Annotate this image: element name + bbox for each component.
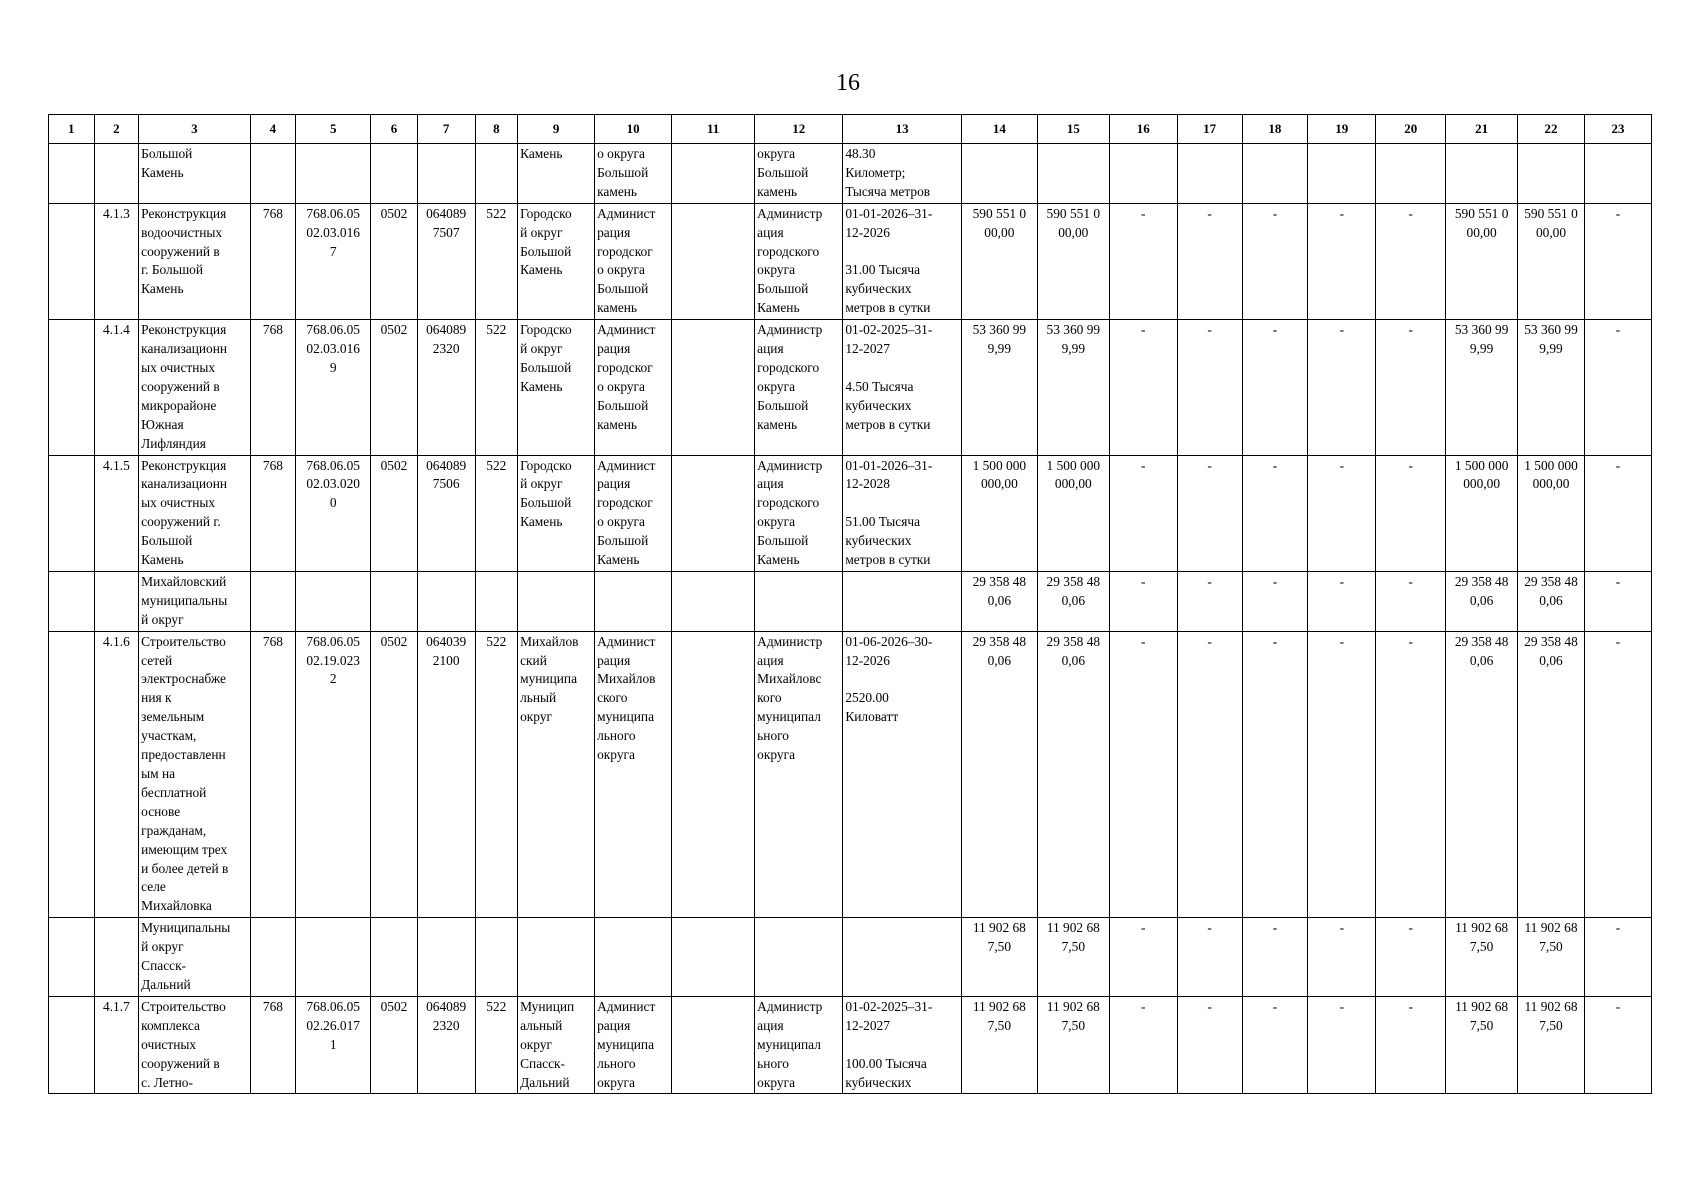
table-cell: 590 551 0 00,00 (1518, 203, 1585, 319)
table-cell: 0502 (371, 455, 418, 571)
table-cell: - (1177, 996, 1242, 1094)
table-cell: - (1242, 455, 1308, 571)
table-cell: - (1376, 631, 1446, 918)
table-cell: - (1242, 203, 1308, 319)
table-cell: Строительство сетей электроснабже ния к земельным участкам, предоставленн ым на бесплатной основе гражданам, имеющим трех и более детей в селе Михайловка (139, 631, 250, 918)
table-cell (49, 996, 95, 1094)
table-cell: 522 (475, 996, 518, 1094)
table-cell (371, 144, 418, 204)
table-cell: 768 (250, 455, 296, 571)
table-cell (296, 918, 371, 997)
column-header: 11 (672, 115, 755, 144)
table-cell: Администр ация городского округа Большой Камень (755, 203, 843, 319)
table-cell (672, 918, 755, 997)
table-cell: Администр ация муниципал ьного округа (755, 996, 843, 1094)
table-cell: округа Большой камень (755, 144, 843, 204)
table-cell (672, 631, 755, 918)
table-cell: 064089 2320 (417, 320, 475, 455)
table-cell (296, 144, 371, 204)
table-cell: Муницип альный округ Спасск- Дальний (518, 996, 595, 1094)
table-cell: - (1177, 455, 1242, 571)
column-header: 10 (595, 115, 672, 144)
table-cell: 768.06.05 02.03.020 0 (296, 455, 371, 571)
table-cell (672, 320, 755, 455)
table-cell: - (1109, 455, 1177, 571)
table-cell: 768 (250, 320, 296, 455)
table-cell (417, 918, 475, 997)
table-cell: 11 902 68 7,50 (961, 918, 1037, 997)
table-cell (595, 571, 672, 631)
table-cell: 53 360 99 9,99 (1446, 320, 1518, 455)
table-cell: 53 360 99 9,99 (961, 320, 1037, 455)
table-cell: 590 551 0 00,00 (961, 203, 1037, 319)
column-header: 21 (1446, 115, 1518, 144)
table-cell: Реконструкция канализационн ых очистных сооружений г. Большой Камень (139, 455, 250, 571)
column-header: 7 (417, 115, 475, 144)
table-cell: Городско й округ Большой Камень (518, 320, 595, 455)
table-cell: 522 (475, 631, 518, 918)
column-header: 4 (250, 115, 296, 144)
column-header: 14 (961, 115, 1037, 144)
table-cell: - (1376, 996, 1446, 1094)
table-row (49, 571, 1652, 631)
column-header: 1 (49, 115, 95, 144)
table-cell: Администр ация Михайловс кого муниципал ьного округа (755, 631, 843, 918)
table-cell: - (1376, 918, 1446, 997)
table-cell: 4.1.4 (94, 320, 139, 455)
table-cell: Михайлов ский муниципа льный округ (518, 631, 595, 918)
column-header: 22 (1518, 115, 1585, 144)
table-cell: - (1109, 203, 1177, 319)
column-header: 5 (296, 115, 371, 144)
table-cell: - (1376, 455, 1446, 571)
table-cell: 01-02-2025–31- 12-2027 100.00 Тысяча кубических (843, 996, 962, 1094)
table-cell (1177, 144, 1242, 204)
table-cell: Администр ация городского округа Большой камень (755, 320, 843, 455)
table-cell: - (1308, 918, 1376, 997)
table-cell (518, 918, 595, 997)
table-cell: - (1109, 320, 1177, 455)
table-cell: Админист рация Михайлов ского муниципа льного округа (595, 631, 672, 918)
table-cell: Михайловский муниципальны й округ (139, 571, 250, 631)
table-cell: о округа Большой камень (595, 144, 672, 204)
table-row (49, 918, 1652, 997)
table-cell: 522 (475, 320, 518, 455)
table-cell (94, 144, 139, 204)
table-cell: 064089 2320 (417, 996, 475, 1094)
table-cell: 11 902 68 7,50 (1446, 996, 1518, 1094)
table-cell: 11 902 68 7,50 (1037, 996, 1109, 1094)
table-cell: - (1308, 455, 1376, 571)
table-cell: 768.06.05 02.03.016 9 (296, 320, 371, 455)
table-cell: 4.1.3 (94, 203, 139, 319)
table-cell (1037, 144, 1109, 204)
table-cell (843, 571, 962, 631)
table-cell (1584, 144, 1651, 204)
table-cell: Администр ация городского округа Большой Камень (755, 455, 843, 571)
table-cell: 1 500 000 000,00 (1518, 455, 1585, 571)
table-cell: 522 (475, 203, 518, 319)
table-cell: 48.30 Километр; Тысяча метров (843, 144, 962, 204)
table-cell: 01-02-2025–31- 12-2027 4.50 Тысяча кубических метров в сутки (843, 320, 962, 455)
table-cell: 0502 (371, 203, 418, 319)
table-cell: 01-01-2026–31- 12-2026 31.00 Тысяча кубических метров в сутки (843, 203, 962, 319)
table-cell (417, 144, 475, 204)
table-cell: - (1109, 631, 1177, 918)
table-cell: 768 (250, 996, 296, 1094)
table-cell (672, 455, 755, 571)
table-cell: 064089 7506 (417, 455, 475, 571)
table-cell: 11 902 68 7,50 (1446, 918, 1518, 997)
table-cell (475, 571, 518, 631)
table-cell (1518, 144, 1585, 204)
table-cell: - (1308, 571, 1376, 631)
table-cell: - (1584, 320, 1651, 455)
table-cell: - (1308, 996, 1376, 1094)
table-cell: 11 902 68 7,50 (1518, 918, 1585, 997)
table-cell: - (1584, 996, 1651, 1094)
table-cell (250, 571, 296, 631)
table-cell (49, 320, 95, 455)
table-cell (250, 144, 296, 204)
table-cell (755, 571, 843, 631)
table-row (49, 631, 1652, 918)
table-cell: - (1242, 631, 1308, 918)
column-header: 2 (94, 115, 139, 144)
table-cell (296, 571, 371, 631)
table-cell: Строительство комплекса очистных сооружений в с. Летно- (139, 996, 250, 1094)
table-cell (49, 918, 95, 997)
table-cell (672, 996, 755, 1094)
table-cell: - (1308, 631, 1376, 918)
table-cell: 064039 2100 (417, 631, 475, 918)
table-cell (371, 918, 418, 997)
column-header: 20 (1376, 115, 1446, 144)
table-cell (843, 918, 962, 997)
table-cell: - (1109, 571, 1177, 631)
table-row (49, 144, 1652, 204)
table-cell: - (1109, 918, 1177, 997)
table-cell: 064089 7507 (417, 203, 475, 319)
table-cell: 01-01-2026–31- 12-2028 51.00 Тысяча кубических метров в сутки (843, 455, 962, 571)
table-cell (518, 571, 595, 631)
table-cell: 768.06.05 02.26.017 1 (296, 996, 371, 1094)
table-cell: - (1376, 571, 1446, 631)
table-row (49, 455, 1652, 571)
table-cell (1446, 144, 1518, 204)
table-cell: Админист рация городског о округа Большой камень (595, 203, 672, 319)
table-cell: - (1109, 996, 1177, 1094)
table-cell: - (1177, 320, 1242, 455)
table-cell: 590 551 0 00,00 (1446, 203, 1518, 319)
table-cell: Админист рация городског о округа Большой камень (595, 320, 672, 455)
table-cell: 4.1.7 (94, 996, 139, 1094)
column-header: 9 (518, 115, 595, 144)
table-cell: 4.1.5 (94, 455, 139, 571)
table-cell: - (1308, 203, 1376, 319)
table-cell: Большой Камень (139, 144, 250, 204)
table-cell (1376, 144, 1446, 204)
table-row (49, 203, 1652, 319)
table-cell (371, 571, 418, 631)
table-cell: 768.06.05 02.19.023 2 (296, 631, 371, 918)
table-cell: 4.1.6 (94, 631, 139, 918)
table-cell (1308, 144, 1376, 204)
table-cell: Реконструкция водоочистных сооружений в г. Большой Камень (139, 203, 250, 319)
table-cell (1242, 144, 1308, 204)
column-header: 23 (1584, 115, 1651, 144)
page-number: 16 (836, 70, 860, 96)
table-cell: - (1177, 203, 1242, 319)
table-cell: 29 358 48 0,06 (1518, 571, 1585, 631)
table-cell: 0502 (371, 631, 418, 918)
table-cell (417, 571, 475, 631)
table-cell: 590 551 0 00,00 (1037, 203, 1109, 319)
table-cell: - (1376, 320, 1446, 455)
table-cell: 0502 (371, 320, 418, 455)
table-cell: - (1584, 455, 1651, 571)
table-cell: Городско й округ Большой Камень (518, 203, 595, 319)
table-cell: - (1242, 320, 1308, 455)
table-cell: Админист рация городског о округа Большой Камень (595, 455, 672, 571)
table-cell: 1 500 000 000,00 (961, 455, 1037, 571)
table-cell: 522 (475, 455, 518, 571)
table-cell: 29 358 48 0,06 (1518, 631, 1585, 918)
table-cell: 768 (250, 631, 296, 918)
table-cell: 29 358 48 0,06 (1037, 631, 1109, 918)
table-cell: - (1376, 203, 1446, 319)
table-cell: - (1177, 631, 1242, 918)
table-cell (94, 571, 139, 631)
table-cell: Камень (518, 144, 595, 204)
table-cell: 1 500 000 000,00 (1446, 455, 1518, 571)
table-cell: 53 360 99 9,99 (1518, 320, 1585, 455)
table-cell: - (1584, 203, 1651, 319)
table-cell: Админист рация муниципа льного округа (595, 996, 672, 1094)
table-cell (595, 918, 672, 997)
table-cell: 11 902 68 7,50 (1037, 918, 1109, 997)
table-cell (475, 918, 518, 997)
table-cell: 11 902 68 7,50 (1518, 996, 1585, 1094)
table-cell: 11 902 68 7,50 (961, 996, 1037, 1094)
table-cell: 29 358 48 0,06 (1446, 571, 1518, 631)
column-header: 6 (371, 115, 418, 144)
table-cell (49, 144, 95, 204)
table-cell (94, 918, 139, 997)
table-cell (1109, 144, 1177, 204)
table-cell: - (1308, 320, 1376, 455)
table-cell: 01-06-2026–30- 12-2026 2520.00 Киловатт (843, 631, 962, 918)
table-cell: 29 358 48 0,06 (961, 631, 1037, 918)
column-header: 8 (475, 115, 518, 144)
table-cell (672, 203, 755, 319)
table-cell: 53 360 99 9,99 (1037, 320, 1109, 455)
table-cell: Реконструкция канализационн ых очистных сооружений в микрорайоне Южная Лифляндия (139, 320, 250, 455)
column-header: 17 (1177, 115, 1242, 144)
table-cell: - (1177, 918, 1242, 997)
table-cell: 29 358 48 0,06 (1037, 571, 1109, 631)
table-cell: - (1242, 996, 1308, 1094)
table-cell: - (1177, 571, 1242, 631)
table-row (49, 320, 1652, 455)
table-cell: 29 358 48 0,06 (961, 571, 1037, 631)
table-cell (475, 144, 518, 204)
table-cell (755, 918, 843, 997)
table-cell: 0502 (371, 996, 418, 1094)
table-cell: 29 358 48 0,06 (1446, 631, 1518, 918)
table-cell (49, 203, 95, 319)
table-cell (250, 918, 296, 997)
table-cell: - (1242, 918, 1308, 997)
table-cell: 768.06.05 02.03.016 7 (296, 203, 371, 319)
table-cell: - (1242, 571, 1308, 631)
table-cell: Городско й округ Большой Камень (518, 455, 595, 571)
table-cell: 768 (250, 203, 296, 319)
table-row (49, 996, 1652, 1094)
table-cell (49, 571, 95, 631)
table-cell (49, 455, 95, 571)
table-cell (672, 571, 755, 631)
table-cell: - (1584, 918, 1651, 997)
column-header: 15 (1037, 115, 1109, 144)
table-cell: - (1584, 571, 1651, 631)
budget-table (48, 114, 1652, 1094)
column-header: 18 (1242, 115, 1308, 144)
table-cell: Муниципальны й округ Спасск- Дальний (139, 918, 250, 997)
table-cell (672, 144, 755, 204)
column-header: 13 (843, 115, 962, 144)
column-header: 3 (139, 115, 250, 144)
column-header: 12 (755, 115, 843, 144)
table-cell: 1 500 000 000,00 (1037, 455, 1109, 571)
column-header: 16 (1109, 115, 1177, 144)
table-cell (961, 144, 1037, 204)
header-row (49, 115, 1652, 144)
table-cell: - (1584, 631, 1651, 918)
table-cell (49, 631, 95, 918)
column-header: 19 (1308, 115, 1376, 144)
